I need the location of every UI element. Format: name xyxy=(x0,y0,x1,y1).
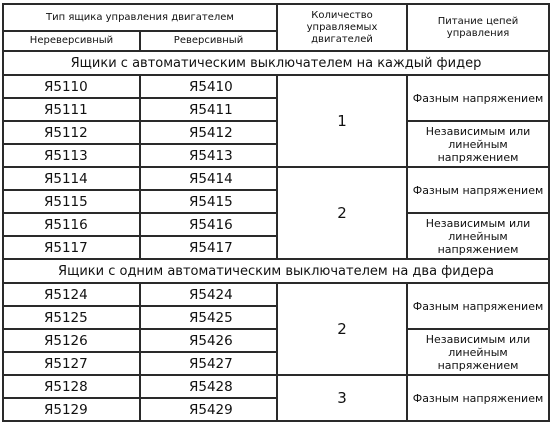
control-power-cell: Независимым или линейным напряжением xyxy=(407,121,549,167)
motor-control-box-table xyxy=(2,3,550,422)
nonreversible-code: Я5129 xyxy=(3,398,140,421)
header-control-power: Питание цепей управления xyxy=(407,4,549,51)
reversible-code: Я5415 xyxy=(140,190,277,213)
table-row xyxy=(3,121,549,144)
nonreversible-code: Я5116 xyxy=(3,213,140,236)
nonreversible-code: Я5126 xyxy=(3,329,140,352)
reversible-code: Я5424 xyxy=(140,283,277,306)
control-power-cell: Фазным напряжением xyxy=(407,75,549,121)
reversible-code: Я5428 xyxy=(140,375,277,398)
header-box-type: Тип ящика управления двигателем xyxy=(3,4,277,31)
control-power-cell: Фазным напряжением xyxy=(407,283,549,329)
nonreversible-code: Я5113 xyxy=(3,144,140,167)
reversible-code: Я5427 xyxy=(140,352,277,375)
motor-count-cell: 1 xyxy=(277,75,407,167)
nonreversible-code: Я5115 xyxy=(3,190,140,213)
header-reversible: Реверсивный xyxy=(140,31,277,51)
control-power-cell: Независимым или линейным напряжением xyxy=(407,213,549,259)
reversible-code: Я5426 xyxy=(140,329,277,352)
section-title: Ящики с автоматическим выключателем на каждый фидер xyxy=(3,51,549,75)
nonreversible-code: Я5112 xyxy=(3,121,140,144)
control-power-cell: Независимым или линейным напряжением xyxy=(407,329,549,375)
nonreversible-code: Я5127 xyxy=(3,352,140,375)
nonreversible-code: Я5124 xyxy=(3,283,140,306)
table-row xyxy=(3,167,549,190)
reversible-code: Я5425 xyxy=(140,306,277,329)
nonreversible-code: Я5111 xyxy=(3,98,140,121)
nonreversible-code: Я5125 xyxy=(3,306,140,329)
reversible-code: Я5411 xyxy=(140,98,277,121)
table-row xyxy=(3,213,549,236)
motor-count-cell: 3 xyxy=(277,375,407,421)
table-row xyxy=(3,375,549,398)
table-row xyxy=(3,75,549,98)
table-row xyxy=(3,283,549,306)
control-power-cell: Фазным напряжением xyxy=(407,375,549,421)
motor-count-cell: 2 xyxy=(277,283,407,375)
nonreversible-code: Я5117 xyxy=(3,236,140,259)
reversible-code: Я5417 xyxy=(140,236,277,259)
header-motor-count: Количество управляемых двигателей xyxy=(277,4,407,51)
control-power-cell: Фазным напряжением xyxy=(407,167,549,213)
nonreversible-code: Я5110 xyxy=(3,75,140,98)
header-nonreversible: Нереверсивный xyxy=(3,31,140,51)
reversible-code: Я5413 xyxy=(140,144,277,167)
nonreversible-code: Я5114 xyxy=(3,167,140,190)
table-row xyxy=(3,329,549,352)
reversible-code: Я5416 xyxy=(140,213,277,236)
reversible-code: Я5429 xyxy=(140,398,277,421)
reversible-code: Я5414 xyxy=(140,167,277,190)
reversible-code: Я5410 xyxy=(140,75,277,98)
nonreversible-code: Я5128 xyxy=(3,375,140,398)
reversible-code: Я5412 xyxy=(140,121,277,144)
section-title: Ящики с одним автоматическим выключателем на два фидера xyxy=(3,259,549,283)
motor-count-cell: 2 xyxy=(277,167,407,259)
